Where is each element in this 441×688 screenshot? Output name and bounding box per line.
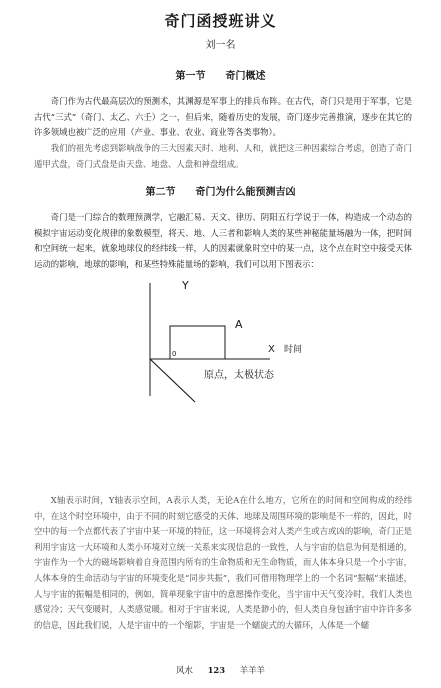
x-axis-label: X bbox=[268, 344, 275, 355]
footer-right-text: 羊羊羊 bbox=[239, 665, 265, 675]
author-name: 刘一名 bbox=[205, 40, 236, 51]
page-number: 123 bbox=[207, 665, 226, 675]
spacetime-diagram bbox=[140, 278, 320, 413]
page-footer bbox=[0, 664, 441, 676]
section-2-paragraph-1: 奇门是一门综合的数理预测学，它融汇易、天文、律历、阴阳五行学说于一体，构造成一个动态的模拟宇宙运动变化规律的象数模型，将天、地、人三者和影响人类的某些神秘能量场融为一体，把时间和空间统一起来，就象地球仪的经纬线一样，人的因素就象时空中的某一点，这个点在时空中接受天体运动的影响，地球的影响，和某些特殊能量场的影响，我们可以用下图表示： bbox=[34, 212, 412, 269]
origin-label: 0 bbox=[172, 350, 177, 358]
footer-left-text: 风水 bbox=[176, 665, 193, 675]
section-1-heading: 第一节 奇门概述 bbox=[175, 71, 266, 82]
origin-note: 原点，太极状态 bbox=[204, 370, 274, 381]
section-1-paragraph-2: 我们的祖先考虑到影响战争的三大因素天时、地利、人和，就把这三种因素综合考虑，创造了奇门遁甲式盘，奇门式盘是由天盘、地盘、人盘和神盘组成。 bbox=[34, 143, 412, 169]
section-2-heading: 第二节 奇门为什么能预测吉凶 bbox=[145, 187, 296, 198]
section-1-paragraph-1: 奇门作为古代最高层次的预测术，其渊源是军事上的排兵布阵。在古代，奇门只是用于军事，它是古代“三式”（奇门、太乙、六壬）之一，但后来，随着历史的发展，奇门逐步完善推演，逐步在其它的许多领域也被广泛的应用（产业、事业、农业、商业等各类事物）。 bbox=[34, 96, 412, 138]
page-title: 奇门函授班讲义 bbox=[164, 12, 277, 30]
origin-diagonal bbox=[150, 359, 195, 402]
section-3-paragraph-1: X轴表示时间，Y轴表示空间，A表示人类，无论A在什么地方，它所在的时间和空间构成的经纬中，在这个时空环境中，由于不同的时刻它感受的天体、地球及周围环境的影响是不一样的，因此，时空中的每一个点都代表了宇宙中某一环境的特征，这一环境将会对人类产生或吉或凶的影响，奇门正是利用宇宙这一大环境和人类小环境对立统一关系来实现信息的一致性，人与宇宙的信息为何是相通的，宇宙作为一个大的磁场影响着自身范围内所有的生命物质和无生命物质，而人体本身只是一个小宇宙，人体本身的生命活动与宇宙的环境变化是“同步共振”，我们可借用物理学上的一个名词“振幅”来描述，人与宇宙的振幅是相同的，例如，简单现象宇宙中的意愿操作变化，当宇宙中天气变冷时，我们人类也感觉冷；天气变暖时，人类感觉暖。相对于宇宙来说，人类是渺小的，但人类自身包涵宇宙中许许多多的信息，因此我们说，人是宇宙中的一个缩影，宇宙是一个蠕旋式的大循环，人体是一个蠕 bbox=[34, 495, 412, 630]
y-axis-label: Y bbox=[182, 279, 189, 292]
point-a-box bbox=[170, 326, 225, 359]
point-a-label: A bbox=[235, 318, 243, 331]
time-label: 时间 bbox=[284, 345, 303, 355]
